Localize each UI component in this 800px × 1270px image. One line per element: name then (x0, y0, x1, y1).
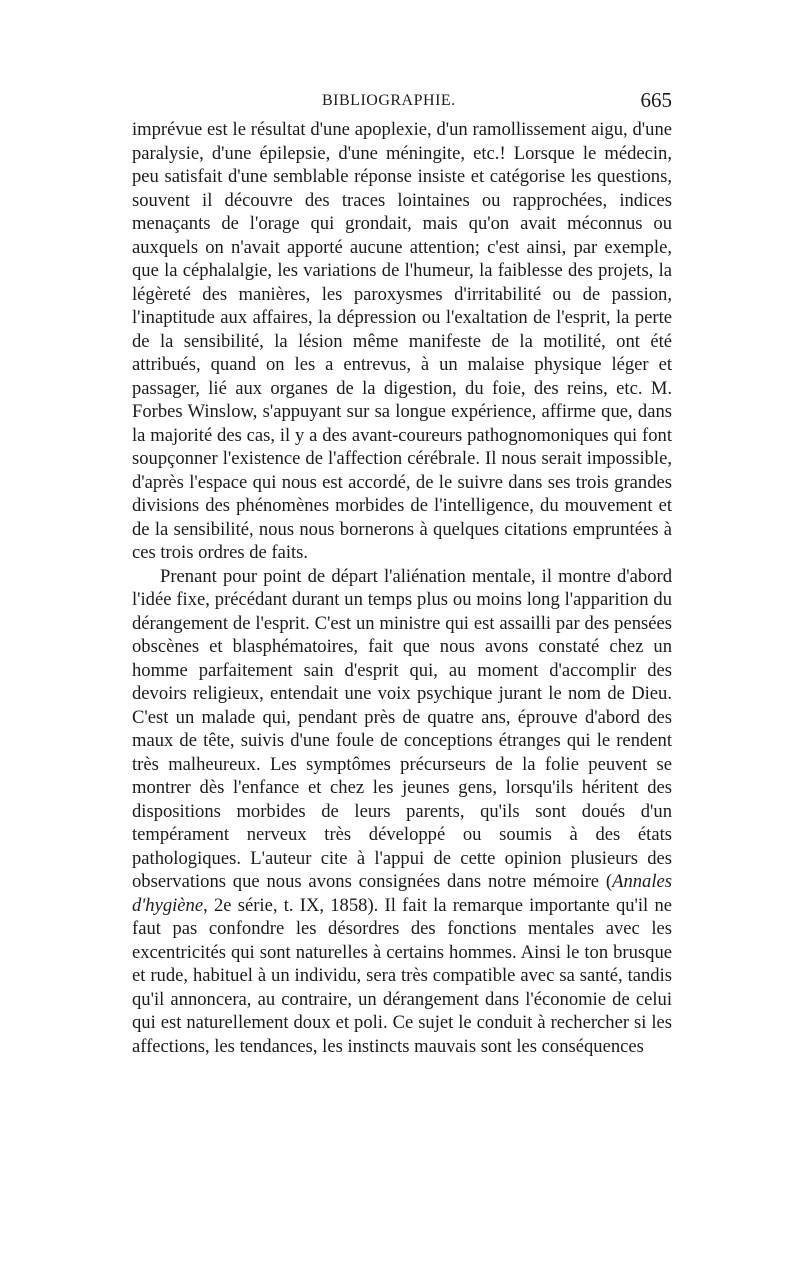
journal-citation: Annales d'hygiène (132, 871, 672, 916)
running-title: BIBLIOGRAPHIE. (322, 92, 456, 109)
book-page (132, 88, 672, 1058)
paragraph-text-end: , 2e série, t. IX, 1858). Il fait la remarque importante qu'il ne faut pas confondre les désordres des fonctions mentales avec les excentricités qui sont naturelles à certains hommes. Ainsi le ton brusque et rude, habituel à un individu, sera très compatible avec sa santé, tandis qu'il annoncera, au contraire, un dérangement dans l'économie de celui qui est naturellement doux et poli. Ce sujet le conduit à rechercher si les affections, les tendances, les instincts mauvais sont les conséquences (132, 894, 672, 1057)
page-number: 665 (640, 88, 672, 112)
paragraph (132, 565, 672, 1059)
body-text (132, 118, 672, 1058)
paragraph-text-start: Prenant pour point de départ l'aliénation mentale, il montre d'abord l'idée fixe, précédant durant un temps plus ou moins long l'apparition du dérangement de l'esprit. C'est un ministre qui est assailli par des pensées obscènes et blasphématoires, fait que nous avons constaté chez un homme parfaitement sain d'esprit qui, au moment d'accomplir des devoirs religieux, entendait une voix psychique jurant le nom de Dieu. C'est un malade qui, pendant près de quatre ans, éprouve d'abord des maux de tête, suivis d'une foule de conceptions étranges qui le rendent très malheureux. Les symptômes précurseurs de la folie peuvent se montrer dès l'enfance et chez les jeunes gens, lorsqu'ils héritent des dispositions morbides de leurs parents, qu'ils sont doués d'un tempérament nerveux très développé ou soumis à des états pathologiques. L'auteur cite à l'appui de cette opinion plusieurs des observations que nous avons consignées dans notre mémoire ( (132, 565, 672, 892)
paragraph-continued: imprévue est le résultat d'une apoplexie, d'un ramollissement aigu, d'une paralysie, d'une épilepsie, d'une méningite, etc.! Lorsque le médecin, peu satisfait d'une semblable réponse insiste et catégorise les questions, souvent il découvre des traces lointaines ou rapprochées, indices menaçants de l'orage qui grondait, mais qu'on avait méconnus ou auxquels on n'avait apporté aucune attention; c'est ainsi, par exemple, que la céphalalgie, les variations de l'humeur, la faiblesse des projets, la légèreté des manières, les paroxysmes d'irritabilité ou de passion, l'inaptitude aux affaires, la dépression ou l'exaltation de l'esprit, la perte de la sensibilité, la lésion même manifeste de la motilité, ont été attribués, quand on les a entrevus, à un malaise physique léger et passager, lié aux organes de la digestion, du foie, des reins, etc. M. Forbes Winslow, s'appuyant sur sa longue expérience, affirme que, dans la majorité des cas, il y a des avant-coureurs pathognomoniques qui font soupçonner l'existence de l'affection cérébrale. Il nous serait impossible, d'après l'espace qui nous est accordé, de le suivre dans ses trois grandes divisions des phénomènes morbides de l'intelligence, du mouvement et de la sensibilité, nous nous bornerons à quelques citations empruntées à ces trois ordres de faits. (132, 119, 672, 563)
running-head (132, 88, 672, 118)
